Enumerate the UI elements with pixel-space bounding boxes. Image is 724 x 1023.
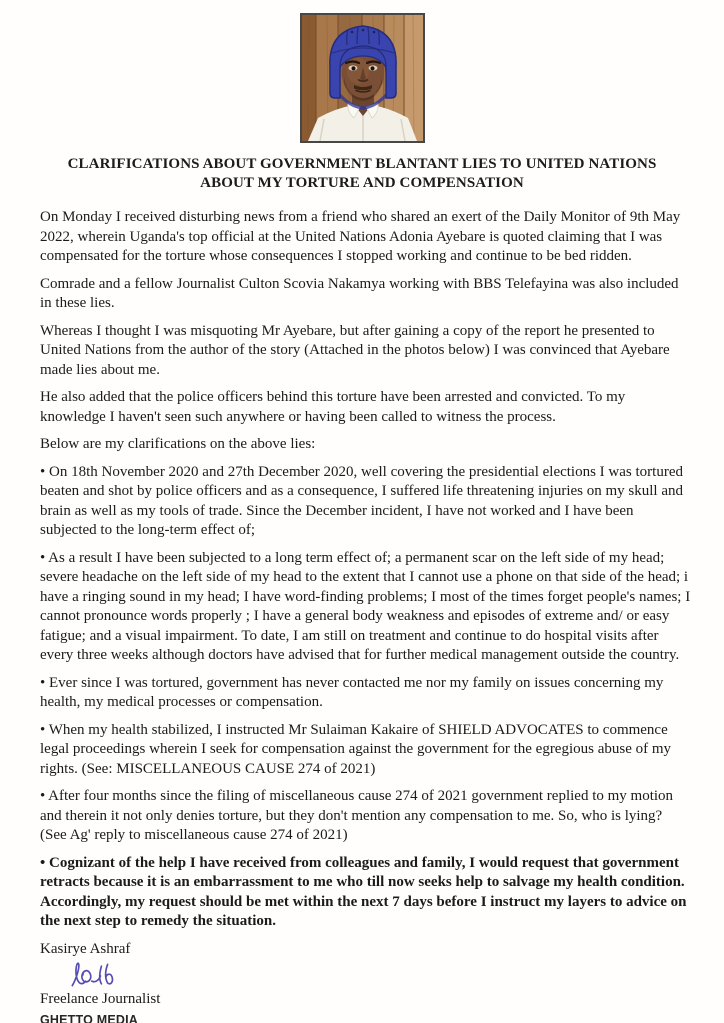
portrait-photo-drawing <box>302 15 423 141</box>
closing-block <box>40 940 691 1023</box>
document-body <box>40 208 691 932</box>
clarification-bullet-1: • On 18th November 2020 and 27th December 2020, well covering the presidential elections I was tortured beaten and shot by police officers and as a consequence, I suffered life threatening injuries on my skull and brain as well as my tools of trade. Since the December incident, I have not worked and I have been subjected to the long-term effect of; <box>40 463 683 538</box>
cutoff-text-fragment <box>55 1018 105 1023</box>
intro-paragraph-1: On Monday I received disturbing news from a friend who shared an exert of the Daily Monitor of 9th May 2022, wherein Uganda's top official at the United Nations Adonia Ayebare is quoted claiming that I was compensated for the torture whose consequences I stopped working and continue to be bed ridden. <box>40 209 681 264</box>
portrait-photo <box>300 13 425 143</box>
request-paragraph-bold: • Cognizant of the help I have received from colleagues and family, I would request that government retracts because it is an embarrassment to me who till now seeks help to salvage my health condition. Accordingly, my request should be met within the next 7 days before I instruct my layers to advice on the next step to remedy the situation. <box>40 854 687 929</box>
clarification-bullet-2: • As a result I have been subjected to a long term effect of; a permanent scar on the left side of my head; severe headache on the left side of my head to the extent that I cannot use a phone on that side of the head; i have a ringing sound in my head; I have word-finding problems; I most of the times forget people's names; I cannot pronounce words properly ; I have a general body weakness and episodes of extreme and/ or easy fatigue; and a visual impairment. To date, I am still on treatment and continue to do hospital visits after every three weeks although doctors have advised that for further medical management outside the country. <box>40 549 691 663</box>
document-title-line2: ABOUT MY TORTURE AND COMPENSATION <box>200 175 524 191</box>
signatory-name: Kasirye Ashraf <box>40 940 131 957</box>
clarification-bullet-5: • After four months since the filing of miscellaneous cause 274 of 2021 government replied to my motion and therein it not only denies torture, but they don't mention any compensation to me. So, who is lying? (See Ag' reply to miscellaneous cause 274 of 2021) <box>40 788 674 843</box>
handwritten-signature <box>62 960 691 990</box>
intro-paragraph-2: Comrade and a fellow Journalist Culton Scovia Nakamya working with BBS Telefayina was also included in these lies. <box>40 275 679 311</box>
document-title <box>28 155 696 193</box>
intro-paragraph-4: He also added that the police officers behind this torture have been arrested and convicted. To my knowledge I haven't seen such anywhere or having been called to witness the process. <box>40 389 626 425</box>
intro-paragraph-3: Whereas I thought I was misquoting Mr Ayebare, but after gaining a copy of the report he presented to United Nations from the author of the story (Attached in the photos below) I was convinced that Ayebare made lies about me. <box>40 322 670 378</box>
clarification-bullet-4: • When my health stabilized, I instructed Mr Sulaiman Kakaire of SHIELD ADVOCATES to commence legal proceedings wherein I seek for compensation against the government for the egregious abuse of my rights. (See: MISCELLANEOUS CAUSE 274 of 2021) <box>40 721 672 777</box>
clarification-bullet-3: • Ever since I was tortured, government has never contacted me nor my family on issues concerning my health, my medical processes or compensation. <box>40 674 664 710</box>
clarifications-lead-in: Below are my clarifications on the above lies: <box>40 436 316 452</box>
signatory-organization: GHETTO MEDIA <box>40 1012 139 1023</box>
document-title-line1: CLARIFICATIONS ABOUT GOVERNMENT BLANTANT LIES TO UNITED NATIONS <box>67 156 657 172</box>
signatory-role: Freelance Journalist <box>40 990 161 1007</box>
